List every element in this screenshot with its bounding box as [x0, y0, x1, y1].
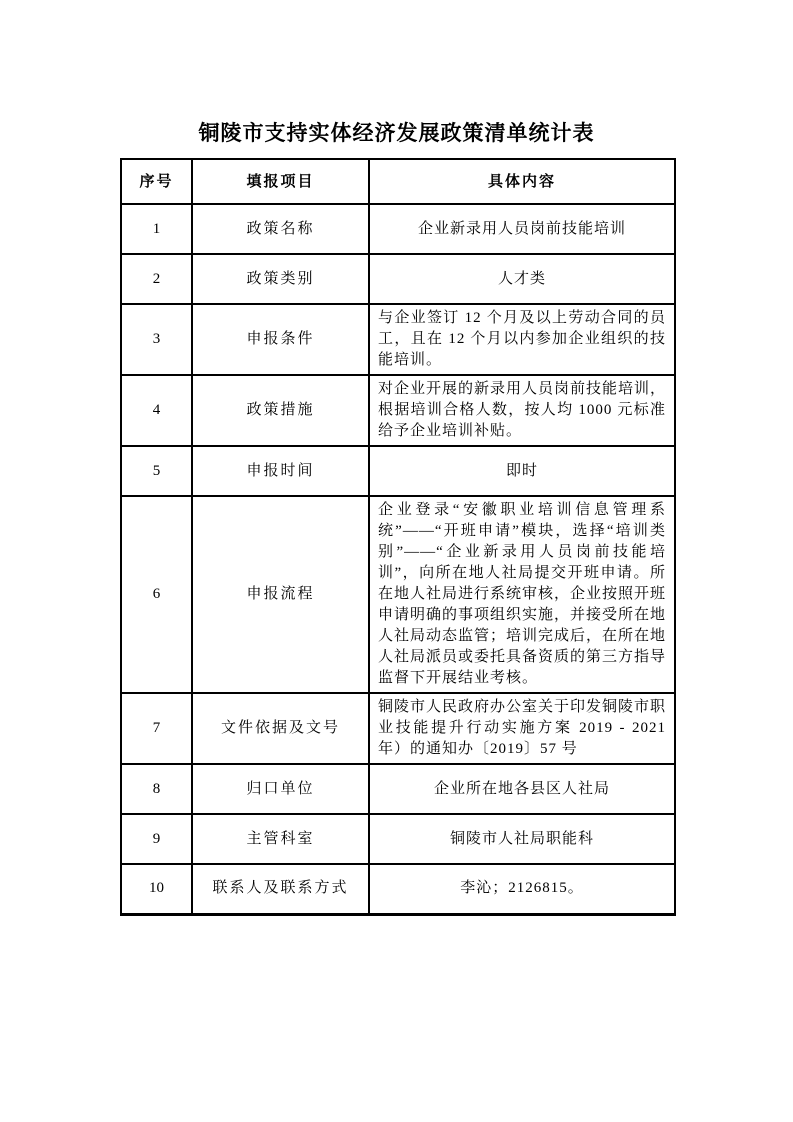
table-row: [121, 864, 675, 914]
item-name-cell: 申报流程: [192, 496, 369, 693]
content-cell: 人才类: [369, 254, 675, 304]
content-cell: 与企业签订 12 个月及以上劳动合同的员工，且在 12 个月以内参加企业组织的技能培训。: [369, 304, 675, 375]
row-number-cell: 4: [121, 375, 192, 446]
row-number-cell: 8: [121, 764, 192, 814]
row-number-cell: 5: [121, 446, 192, 496]
content-cell: 对企业开展的新录用人员岗前技能培训，根据培训合格人数，按人均 1000 元标准给予企业培训补贴。: [369, 375, 675, 446]
table-row: [121, 254, 675, 304]
item-name-cell: 政策类别: [192, 254, 369, 304]
content-cell: 铜陵市人民政府办公室关于印发铜陵市职业技能提升行动实施方案 2019 - 2021 年）的通知办〔2019〕57 号: [369, 693, 675, 764]
item-name-cell: 联系人及联系方式: [192, 864, 369, 914]
content-cell: 企业新录用人员岗前技能培训: [369, 204, 675, 254]
column-header-content: 具体内容: [369, 159, 675, 204]
table-row: [121, 693, 675, 764]
content-cell: 即时: [369, 446, 675, 496]
policy-table: [120, 158, 676, 916]
content-cell: 企业登录“安徽职业培训信息管理系统”——“开班申请”模块，选择“培训类别”——“企业新录用人员岗前技能培训”，向所在地人社局提交开班申请。所在地人社局进行系统审核，企业按照开班申请明确的事项组织实施，并接受所在地人社局动态监管；培训完成后，在所在地人社局派员或委托具备资质的第三方指导监督下开展结业考核。: [369, 496, 675, 693]
content-cell: 企业所在地各县区人社局: [369, 764, 675, 814]
table-row: [121, 814, 675, 864]
document-title: 铜陵市支持实体经济发展政策清单统计表: [198, 121, 595, 145]
row-number-cell: 1: [121, 204, 192, 254]
table-row: [121, 764, 675, 814]
table-row: [121, 304, 675, 375]
item-name-cell: 政策名称: [192, 204, 369, 254]
content-cell: 李沁；2126815。: [369, 864, 675, 914]
item-name-cell: 政策措施: [192, 375, 369, 446]
table-row: [121, 446, 675, 496]
column-header-serial: 序号: [121, 159, 192, 204]
content-cell: 铜陵市人社局职能科: [369, 814, 675, 864]
row-number-cell: 7: [121, 693, 192, 764]
row-number-cell: 10: [121, 864, 192, 914]
item-name-cell: 申报条件: [192, 304, 369, 375]
item-name-cell: 文件依据及文号: [192, 693, 369, 764]
table-row: [121, 496, 675, 693]
row-number-cell: 3: [121, 304, 192, 375]
row-number-cell: 2: [121, 254, 192, 304]
item-name-cell: 主管科室: [192, 814, 369, 864]
row-number-cell: 9: [121, 814, 192, 864]
table-header-row: [121, 159, 675, 204]
table-row: [121, 375, 675, 446]
table-row: [121, 204, 675, 254]
item-name-cell: 归口单位: [192, 764, 369, 814]
column-header-item: 填报项目: [192, 159, 369, 204]
item-name-cell: 申报时间: [192, 446, 369, 496]
policy-table-body: [121, 204, 675, 914]
row-number-cell: 6: [121, 496, 192, 693]
